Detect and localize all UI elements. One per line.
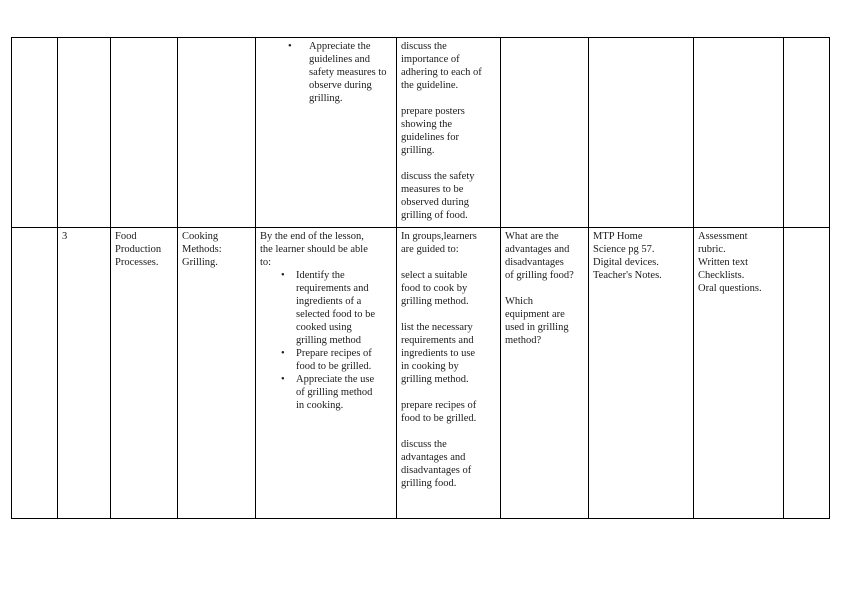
scheme-of-work-table: [11, 37, 830, 519]
table-row-lesson-3: [12, 228, 830, 519]
cell-learning-resources: [589, 38, 694, 228]
cell-key-inquiry-questions: [501, 228, 589, 519]
resource-line: MTP Home: [593, 231, 643, 242]
resource-line: Science pg 57.: [593, 244, 655, 255]
outcomes-bullet-list: [260, 40, 392, 105]
cell-learning-experiences: [397, 38, 501, 228]
experience-paragraph: discuss the importance of adhering to each of the guideline.: [401, 41, 482, 91]
cell-substrand: [178, 38, 256, 228]
cell-reflection: [784, 38, 830, 228]
cell-substrand: Cooking Methods: Grilling.: [178, 228, 256, 519]
experience-paragraph: list the necessary requirements and ingredients to use in cooking by grilling method.: [401, 322, 476, 385]
cell-week: [12, 38, 58, 228]
cell-key-inquiry-questions: [501, 38, 589, 228]
resource-line: Teacher's Notes.: [593, 270, 662, 281]
outcomes-bullet-list: [260, 269, 392, 412]
cell-learning-outcomes: [256, 38, 397, 228]
experience-paragraph: discuss the advantages and disadvantages of grilling food.: [401, 439, 472, 489]
cell-assessment: [694, 228, 784, 519]
assessment-line: Checklists.: [698, 270, 745, 281]
cell-strand: Food Production Processes.: [111, 228, 178, 519]
inquiry-question: Which equipment are used in grilling method?: [505, 296, 569, 346]
cell-lesson: 3: [58, 228, 111, 519]
cell-strand: [111, 38, 178, 228]
experience-paragraph: discuss the safety measures to be observed during grilling of food.: [401, 171, 475, 221]
resource-line: Digital devices.: [593, 257, 659, 268]
outcome-bullet: • Appreciate the use of grilling method in cooking.: [281, 373, 382, 412]
assessment-line: rubric.: [698, 244, 726, 255]
assessment-line: Written text: [698, 257, 749, 268]
experience-paragraph: prepare posters showing the guidelines for grilling.: [401, 106, 465, 156]
assessment-line: Oral questions.: [698, 283, 762, 294]
cell-learning-experiences: [397, 228, 501, 519]
inquiry-question: What are the advantages and disadvantages of grilling food?: [505, 231, 574, 281]
cell-lesson: [58, 38, 111, 228]
cell-week: [12, 228, 58, 519]
outcome-bullet: • Identify the requirements and ingredients of a selected food to be cooked using grilling method: [281, 269, 382, 347]
experience-paragraph: prepare recipes of food to be grilled.: [401, 400, 477, 424]
assessment-line: Assessment: [698, 231, 748, 242]
outcome-bullet: • Prepare recipes of food to be grilled.: [281, 347, 382, 373]
table-row-continuation: [12, 38, 830, 228]
outcome-bullet: • Appreciate the guidelines and safety measures to observe during grilling.: [288, 40, 392, 105]
cell-learning-outcomes: [256, 228, 397, 519]
experience-paragraph: In groups,learners are guided to:: [401, 231, 477, 255]
cell-learning-resources: [589, 228, 694, 519]
cell-assessment: [694, 38, 784, 228]
cell-reflection: [784, 228, 830, 519]
experience-paragraph: select a suitable food to cook by grilling method.: [401, 270, 469, 307]
outcomes-intro: By the end of the lesson, the learner should be able to:: [260, 231, 368, 268]
